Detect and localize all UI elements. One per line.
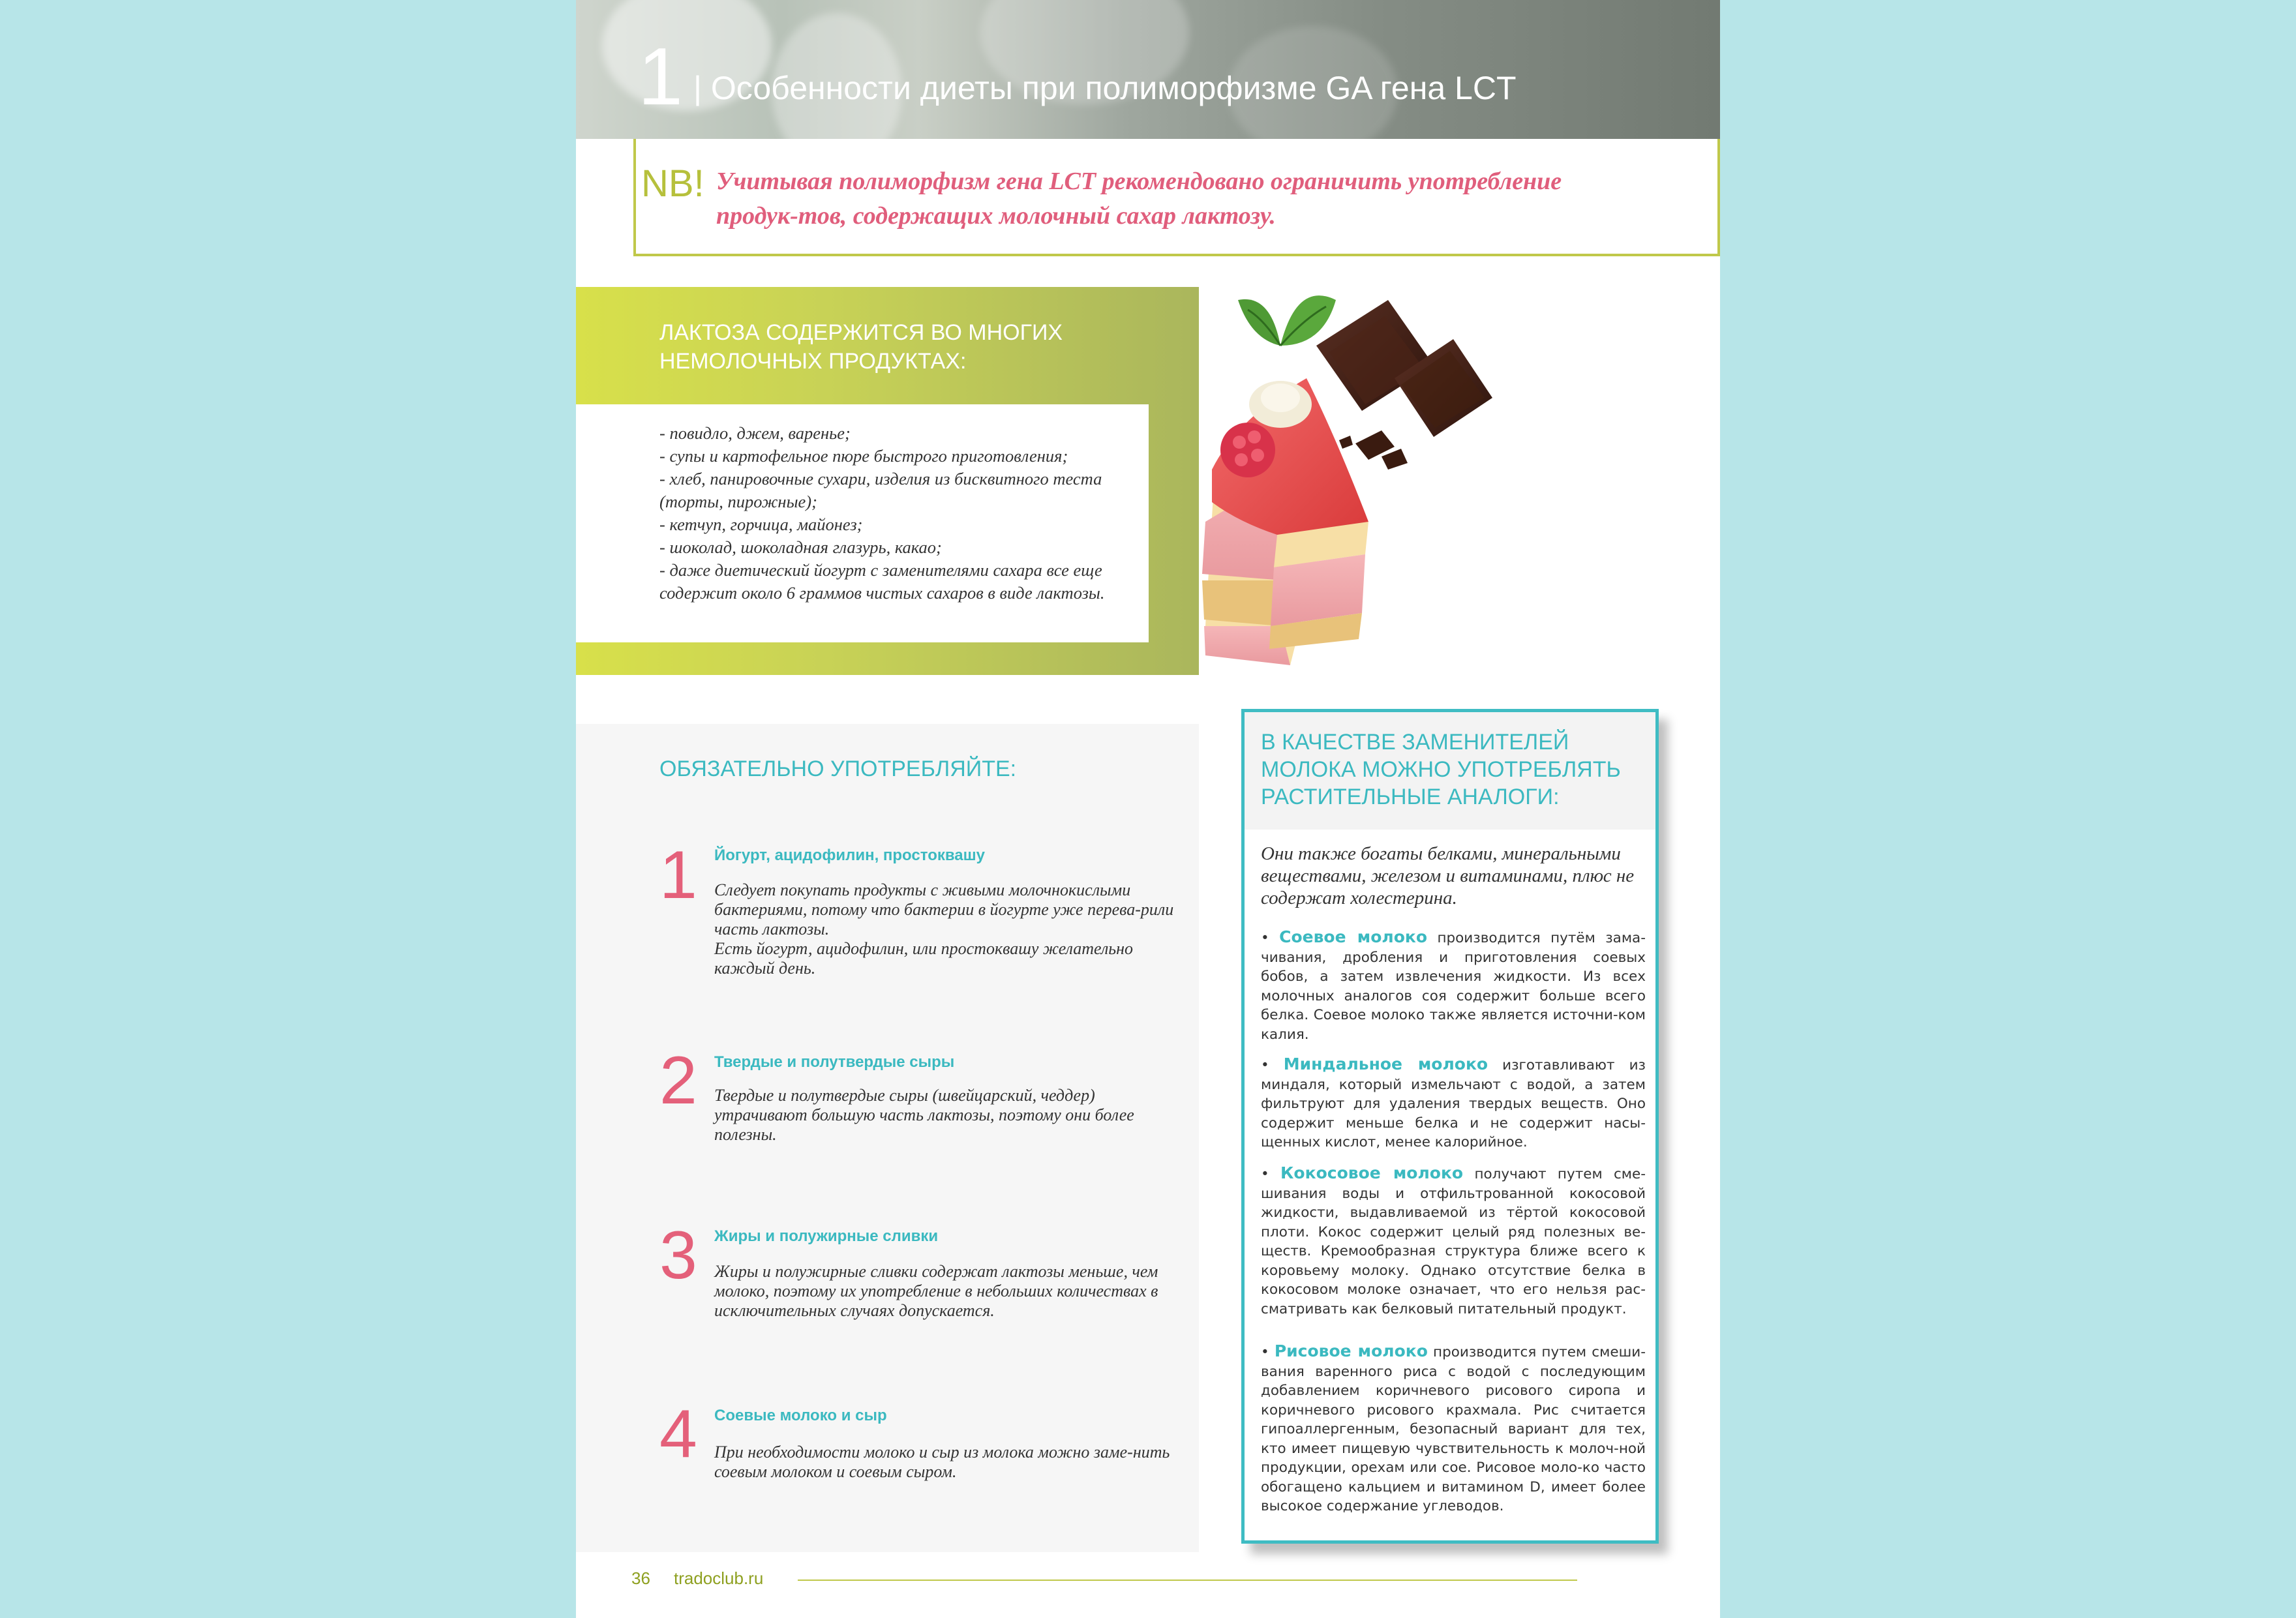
substitute-term: Рисовое молоко xyxy=(1274,1341,1428,1360)
item-body: Следует покупать продукты с живыми молочнокислыми бактериями, потому что бактерии в йогурте уже перева-рили часть лактозы. Есть йогурт, ацидофилин, или простоквашу желательно каждый день. xyxy=(714,880,1174,978)
lactose-list-box xyxy=(576,404,1149,642)
substitute-text: получают путем сме-шивания воды и отфильтрованной кокосовой жидкости, выдавливаемой из тёртой кокосовой плоти. Кокос содержит целый ряд полезных ве-ществ. Кремообразная структура ближе всего к коровьему молоку. Однако отсутствие белка в кокосовом молоке означает, что его нельзя рас-сматривать как белковый питательный продукт. xyxy=(1261,1166,1646,1317)
dessert-image xyxy=(1199,274,1720,678)
substitute-text: производится путем смеши-вания варенного риса с водой с последующим добавлением коричневого рисового сиропа и коричневого рисового крахмала. Рис считается гипоаллергенным, безопасный вариант для тех, кто имеет пищевую чувствительность к молоч-ной продукции, орехам или сое. Рисовое моло-ко часто обогащено кальцием и витамином D, имеет более высокое содержание углеводов. xyxy=(1261,1344,1646,1514)
item-title: Соевые молоко и сыр xyxy=(714,1407,887,1424)
raspberry xyxy=(1220,423,1275,477)
item-body: Жиры и полужирные сливки содержат лактозы меньше, чем молоко, поэтому их употребление в небольших количествах в исключительных случаях допускается. xyxy=(714,1262,1158,1320)
substitute-term: Соевое молоко xyxy=(1279,927,1428,946)
chocolate-pieces xyxy=(1316,300,1492,470)
substitute-term: Миндальное молоко xyxy=(1283,1055,1488,1073)
item-body: При необходимости молоко и сыр из молока можно заме-нить соевым молоком и соевым сыром. xyxy=(714,1443,1170,1481)
lactose-title: ЛАКТОЗА СОДЕРЖИТСЯ ВО МНОГИХ НЕМОЛОЧНЫХ ПРОДУКТАХ: xyxy=(659,320,1063,374)
bullet: • xyxy=(1261,1344,1269,1360)
bullet: • xyxy=(1261,930,1269,946)
substitute-item xyxy=(1261,927,1646,1044)
substitute-item xyxy=(1261,1055,1646,1152)
item-body: Твердые и полутвердые сыры (швейцарский, чеддер) утрачивают большую часть лактозы, поэтому они более полезны. xyxy=(714,1086,1134,1144)
mint-leaf xyxy=(1280,295,1336,346)
item-number: 2 xyxy=(659,1043,697,1118)
nb-text: Учитывая полиморфизм гена LCT рекомендовано ограничить употребление продук-тов, содержащих молочный сахар лактозу. xyxy=(716,168,1562,230)
substitute-item xyxy=(1261,1341,1646,1516)
substitutes-box xyxy=(1241,709,1659,1544)
header-banner xyxy=(576,0,1720,139)
substitutes-title: В КАЧЕСТВЕ ЗАМЕНИТЕЛЕЙ МОЛОКА МОЖНО УПОТРЕБЛЯТЬ РАСТИТЕЛЬНЫЕ АНАЛОГИ: xyxy=(1261,730,1621,809)
page-title: | Особенности диеты при полиморфизме GA гена LCT xyxy=(693,70,1517,106)
substitute-text: изготавливают из миндаля, который измельчают с водой, а затем фильтруют для удаления твердых веществ. Оно содержит меньше белка и не содержит насы-щенных кислот, менее калорийное. xyxy=(1261,1057,1646,1150)
item-number: 1 xyxy=(659,837,697,913)
item-title: Жиры и полужирные сливки xyxy=(714,1227,939,1245)
mint-leaf xyxy=(1238,299,1280,346)
substitute-item xyxy=(1261,1163,1646,1319)
cake-illustration xyxy=(1199,274,1720,678)
footer-divider xyxy=(798,1580,1577,1581)
footer-site: tradoclub.ru xyxy=(674,1568,764,1588)
bullet: • xyxy=(1261,1057,1269,1073)
substitute-text: производится путём зама-чивания, дробления и приготовления соевых бобов, а затем извлечения жидкости. Из всех молочных аналогов соя содержит больше всего белка. Соевое молоко также является источни-ком калия. xyxy=(1261,930,1646,1043)
item-number: 3 xyxy=(659,1218,697,1293)
lactose-list: - повидло, джем, варенье; - супы и картофельное пюре быстрого приготовления; - хлеб, панировочные сухари, изделия из бисквитного теста (торты, пирожные); - кетчуп, горчица, майонез; - шоколад, шоколадная глазурь, какао; - даже диетический йогурт с заменителями сахара все еще содержит около 6 граммов чистых сахаров в виде лактозы. xyxy=(659,423,1105,603)
page-number: 36 xyxy=(631,1568,650,1588)
substitutes-intro: Они также богаты белками, минеральными веществами, железом и витаминами, плюс не содержат холестерина. xyxy=(1261,843,1635,908)
item-title: Твердые и полутвердые сыры xyxy=(714,1053,955,1071)
page xyxy=(576,0,1720,1618)
bullet: • xyxy=(1261,1166,1269,1182)
section-number: 1 xyxy=(638,32,683,122)
item-title: Йогурт, ацидофилин, простоквашу xyxy=(714,846,985,864)
item-number: 4 xyxy=(659,1396,697,1472)
substitute-term: Кокосовое молоко xyxy=(1280,1163,1464,1182)
nb-label: NB! xyxy=(641,162,704,205)
must-eat-title: ОБЯЗАТЕЛЬНО УПОТРЕБЛЯЙТЕ: xyxy=(659,757,1017,781)
